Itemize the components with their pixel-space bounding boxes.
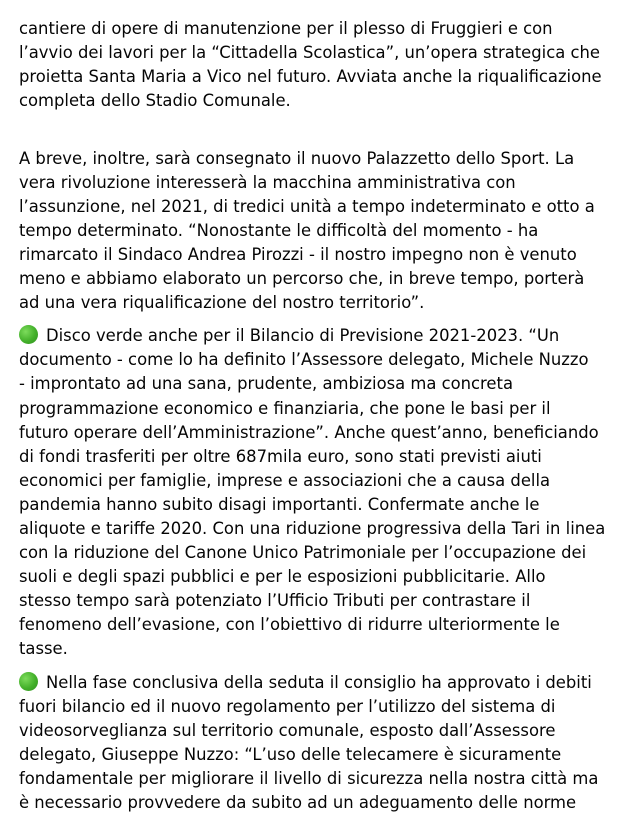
paragraph-text: A breve, inoltre, sarà consegnato il nuovo Palazzetto dello Sport. La vera rivoluzione interesserà la macchina amministrativa con l’assunzione, nel 2021, di tredici unità a tempo indeterminato e otto a tempo determinato. “Nonostante le difficoltà del momento - ha rimarcato il Sindaco Andrea Pirozzi - il nostro impegno non è venuto meno e abbiamo elaborato un percorso che, in breve tempo, porterà ad una vera riqualificazione del nostro territorio”.	[19, 148, 595, 313]
post-paragraph-3	[19, 324, 625, 661]
paragraph-text: Disco verde anche per il Bilancio di Previsione 2021-2023. “Un documento - come lo ha definito l’Assessore delegato, Michele Nuzzo - improntato ad una sana, prudente, ambiziosa ma concreta programmazione economico e finanziaria, che pone le basi per il futuro operare dell’Amministrazione”. Anche quest’anno, beneficiando di fondi trasferiti per oltre 687mila euro, sono stati previsti aiuti economici per famiglie, imprese e associazioni che a causa della pandemia hanno subito disagi importanti. Confermate anche le aliquote e tariffe 2020. Con una riduzione progressiva della Tari in linea con la riduzione del Canone Unico Patrimoniale per l’occupazione dei suoli e degli spazi pubblici e per le esposizioni pubblicitarie. Allo stesso tempo sarà potenziato l’Ufficio Tributi per contrastare il fenomeno dell’evasione, con l’obiettivo di ridurre ulteriormente le tasse.	[19, 326, 606, 659]
post-paragraph-4	[19, 671, 625, 816]
post-paragraph-1	[19, 0, 625, 113]
green-circle-icon	[19, 672, 38, 691]
paragraph-text: cantiere di opere di manutenzione per il plesso di Fruggieri e con l’avvio dei lavori per la “Cittadella Scolastica”, un’opera strategica che proietta Santa Maria a Vico nel futuro. Avviata anche la riqualificazione completa dello Stadio Comunale.	[19, 19, 602, 111]
post-paragraph-2	[19, 122, 625, 315]
green-circle-icon	[19, 325, 38, 344]
paragraph-text: Nella fase conclusiva della seduta il consiglio ha approvato i debiti fuori bilancio ed il nuovo regolamento per l’utilizzo del sistema di videosorveglianza sul territorio comunale, esposto dall’Assessore delegato, Giuseppe Nuzzo: “L’uso delle telecamere è sicuramente fondamentale per migliorare il livello di sicurezza nella nostra città ma è necessario provvedere da subito ad un adeguamento delle norme	[19, 672, 599, 812]
